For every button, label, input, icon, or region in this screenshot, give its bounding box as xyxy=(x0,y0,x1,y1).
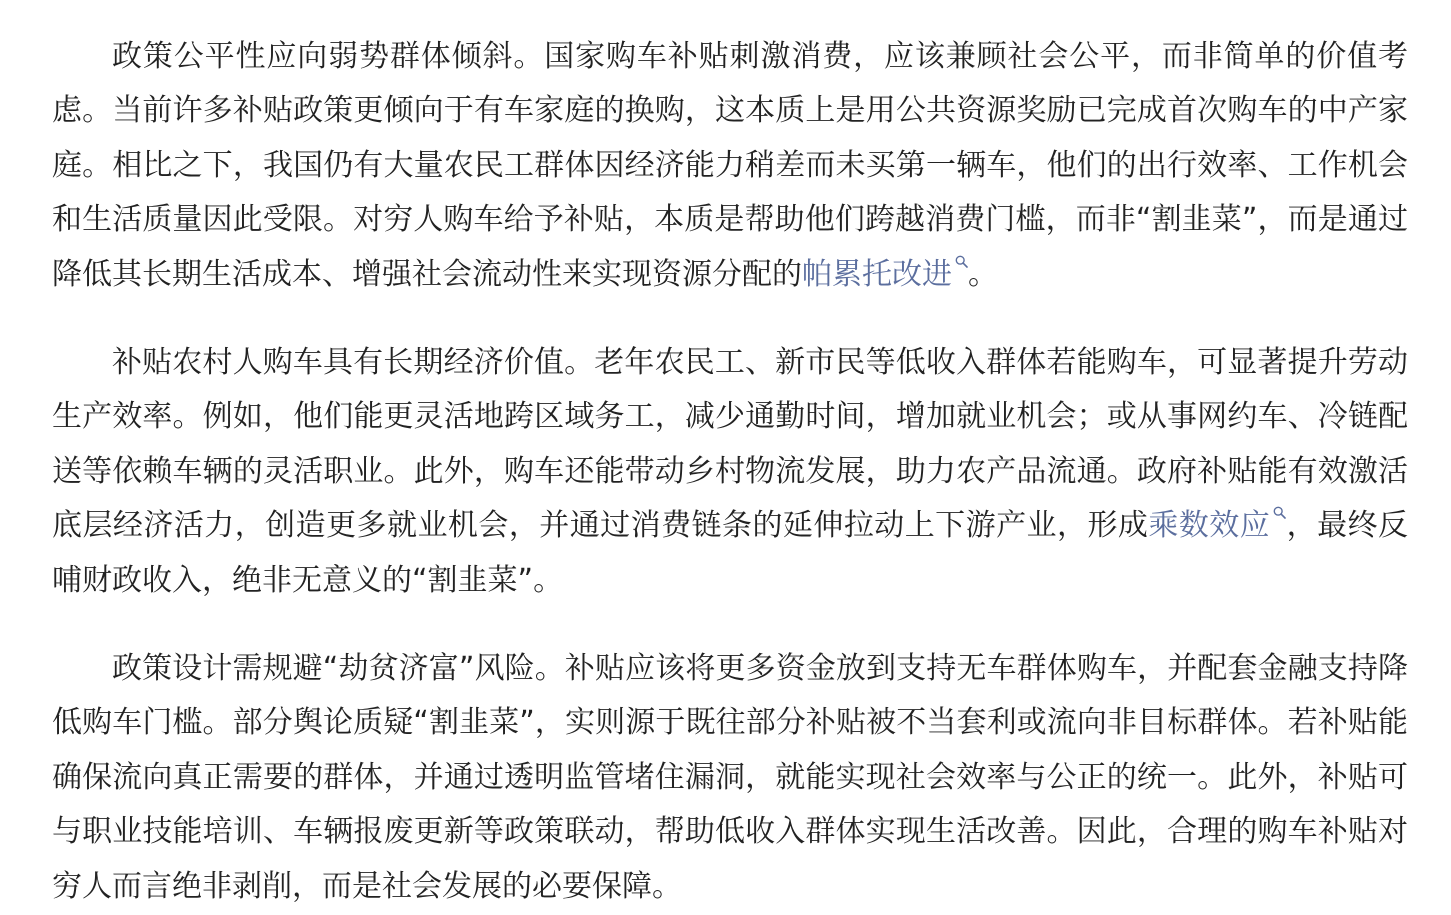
paragraph-1-text: 政策公平性应向弱势群体倾斜。国家购车补贴刺激消费，应该兼顾社会公平，而非简单的价值考虑。当前许多补贴政策更倾向于有车家庭的换购，这本质上是用公共资源奖励已完成首次购车的中产家庭。相比之下，我国仍有大量农民工群体因经济能力稍差而未买第一辆车，他们的出行效率、工作机会和生活质量因此受限。对穷人购车给予补贴，本质是帮助他们跨越消费门槛，而非“割韭菜”，而是通过降低其长期生活成本、增强社会流动性来实现资源分配的 xyxy=(52,39,1408,292)
keyword-link-pareto-text[interactable]: 帕累托改进 xyxy=(802,256,952,292)
paragraph-3 xyxy=(52,642,1408,914)
article-body xyxy=(52,30,1408,914)
paragraph-2 xyxy=(52,336,1408,608)
search-icon[interactable] xyxy=(1273,506,1286,519)
paragraph-1-end: 。 xyxy=(968,256,998,292)
keyword-link-multiplier-text[interactable]: 乘数效应 xyxy=(1148,508,1271,544)
search-icon[interactable] xyxy=(955,255,968,268)
keyword-link-pareto[interactable] xyxy=(802,257,968,292)
keyword-link-multiplier[interactable] xyxy=(1148,508,1286,543)
paragraph-1 xyxy=(52,30,1408,302)
paragraph-3-text: 政策设计需规避“劫贫济富”风险。补贴应该将更多资金放到支持无车群体购车，并配套金融支持降低购车门槛。部分舆论质疑“割韭菜”，实则源于既往部分补贴被不当套利或流向非目标群体。若补贴能确保流向真正需要的群体，并通过透明监管堵住漏洞，就能实现社会效率与公正的统一。此外，补贴可与职业技能培训、车辆报废更新等政策联动，帮助低收入群体实现生活改善。因此，合理的购车补贴对穷人而言绝非剥削，而是社会发展的必要保障。 xyxy=(52,651,1408,904)
paragraph-2-end: ，最终反哺财政收入，绝非无意义的“割韭菜”。 xyxy=(52,508,1409,598)
paragraph-2-text: 补贴农村人购车具有长期经济价值。老年农民工、新市民等低收入群体若能购车，可显著提升劳动生产效率。例如，他们能更灵活地跨区域务工，减少通勤时间，增加就业机会；或从事网约车、冷链配送等依赖车辆的灵活职业。此外，购车还能带动乡村物流发展，助力农产品流通。政府补贴能有效激活底层经济活力，创造更多就业机会，并通过消费链条的延伸拉动上下游产业，形成 xyxy=(52,345,1408,544)
